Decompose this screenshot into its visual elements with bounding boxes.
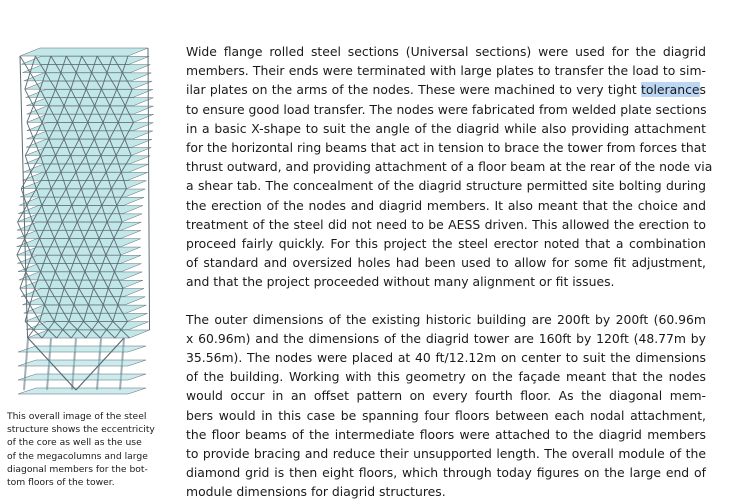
base-floor-plate [18,388,146,394]
text-line: of the building. Working with this geometry on the façade meant that the nodes [186,369,706,385]
body-text [186,42,713,502]
text-line: Wide flange rolled steel sections (Universal sections) were used for the diagrid [186,44,706,59]
floor-plate [21,56,149,64]
floor-plate [17,230,141,238]
floor-plate [17,247,141,255]
floor-plate [18,206,143,214]
text-line: to provide bracing and reduce their unsupported length. The overall module of the [186,446,706,462]
text-line: bers would in this case be spanning four floors between each nodal attachment, [186,407,706,423]
text-line: for the horizontal ring beams that act in tension to brace the tower from forces that [186,140,707,156]
highlighted-word[interactable]: tolerance [641,82,700,98]
base-floor-plate [18,360,146,366]
text-line: The outer dimensions of the existing historic building are 200ft by 200ft (60.96m [186,311,706,327]
text-line: 35.56m). The nodes were placed at 40 ft/12.12m on center to suit the dimensions [186,350,706,366]
text-segment: ilar plates on the arms of the nodes. These were machined to very tight [186,82,642,98]
floor-plate [17,239,141,247]
text-segment: s [699,82,706,98]
floor-plate [22,172,147,180]
text-line: of standard and oversized holes had been used to allow for some fit adjustment, [186,255,706,271]
text-line: to ensure good load transfer. The nodes were fabricated from welded plate sections [186,101,707,117]
text-line: diamond grid is then eight floors, which through today figures on the large end of [186,465,706,481]
caption-line: structure shows the eccentricity [7,424,155,436]
paragraph-structure-members [186,42,713,292]
caption-line: of the core as well as the use [7,437,142,449]
text-line: proceed fairly quickly. For this project the steel erector noted that a combination [186,236,706,252]
paragraph-dimensions [186,310,706,502]
text-line-with-highlight [186,80,706,99]
figure-caption [7,410,182,489]
text-line: x 60.96m) and the dimensions of the diagrid tower are 160ft by 120ft (48.77m by [186,330,706,346]
text-line: members. Their ends were terminated with large plates to transfer the load to sim- [186,63,706,79]
floor-plate [19,272,142,280]
text-line: module dimensions for diagrid structures. [186,484,446,500]
text-line: and that the project proceeded without many alignment or fit issues. [186,274,615,290]
floor-plate [26,89,153,97]
base-floor-plate [18,374,146,380]
text-line: the erection of the nodes and diagrid members. It also meant that the choice and [186,197,706,213]
text-line: in a basic X-shape to suit the angle of the diagrid while also providing attachment [186,120,706,136]
caption-line: of the megacolumns and large [7,450,148,462]
caption-line: diagonal members for the bot- [7,463,148,475]
floor-plate [27,123,153,131]
floor-plate [27,131,153,139]
floor-plate [23,164,149,172]
diagrid-tower-figure [6,40,166,395]
floor-plate [20,48,148,56]
text-line: the floor beams of the intermediate floors were attached to the diagrid members [186,426,706,442]
floor-plate [25,313,147,321]
caption-line: This overall image of the steel [7,411,147,422]
text-line: thrust outward, and providing attachment of a floor beam at the rear of the node via [186,159,713,175]
caption-line: tom floors of the tower. [7,477,115,489]
text-line: treatment of the steel did not need to be AESS driven. This allowed the erection to [186,216,706,232]
text-line: a shear tab. The concealment of the diagrid structure permitted site bolting during [186,178,706,194]
text-line: would occur in an offset pattern on every fourth floor. As the diagonal mem- [186,388,706,404]
floor-plate [19,197,144,205]
base-floor-plate [18,346,146,352]
